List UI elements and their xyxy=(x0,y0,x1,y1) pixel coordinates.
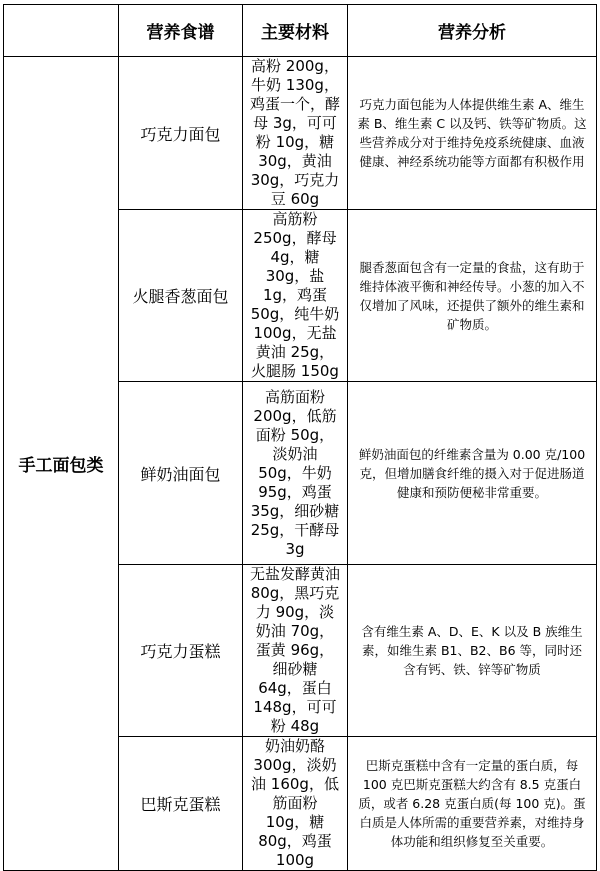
materials-cell: 奶油奶酪 300g，淡奶油 160g，低筋面粉 10g，糖 80g，鸡蛋 100g xyxy=(243,737,348,871)
recipe-name: 火腿香葱面包 xyxy=(119,210,243,382)
analysis-cell: 巧克力面包能为人体提供维生素 A、维生素 B、维生素 C 以及钙、铁等矿物质。这些营养成分对于维持免疫系统健康、血液健康、神经系统功能等方面都有积极作用 xyxy=(348,57,597,210)
header-analysis: 营养分析 xyxy=(348,5,597,57)
recipe-name: 巧克力蛋糕 xyxy=(119,565,243,737)
header-recipe: 营养食谱 xyxy=(119,5,243,57)
header-materials: 主要材料 xyxy=(243,5,348,57)
materials-cell: 高筋粉 250g，酵母 4g，糖 30g，盐 1g，鸡蛋 50g，纯牛奶 100g，无盐黄油 25g，火腿肠 150g xyxy=(243,210,348,382)
analysis-cell: 含有维生素 A、D、E、K 以及 B 族维生素，如维生素 B1、B2、B6 等，同时还含有钙、铁、锌等矿物质 xyxy=(348,565,597,737)
recipe-table xyxy=(3,4,597,871)
recipe-name: 巴斯克蛋糕 xyxy=(119,737,243,871)
materials-cell: 无盐发酵黄油 80g，黑巧克力 90g，淡奶油 70g，蛋黄 96g，细砂糖 64g，蛋白 148g，可可粉 48g xyxy=(243,565,348,737)
table-row xyxy=(4,57,597,210)
materials-cell: 高粉 200g，牛奶 130g，鸡蛋一个，酵母 3g，可可粉 10g，糖 30g，黄油 30g，巧克力豆 60g xyxy=(243,57,348,210)
analysis-cell: 鲜奶油面包的纤维素含量为 0.00 克/100 克，但增加膳食纤维的摄入对于促进肠道健康和预防便秘非常重要。 xyxy=(348,382,597,565)
recipe-name: 巧克力面包 xyxy=(119,57,243,210)
materials-cell: 高筋面粉 200g，低筋面粉 50g，淡奶油 50g，牛奶 95g，鸡蛋 35g，细砂糖 25g，干酵母 3g xyxy=(243,382,348,565)
header-category xyxy=(4,5,119,57)
category-cell: 手工面包类 xyxy=(4,57,119,871)
table-header-row xyxy=(4,5,597,57)
recipe-name: 鲜奶油面包 xyxy=(119,382,243,565)
analysis-cell: 巴斯克蛋糕中含有一定量的蛋白质，每 100 克巴斯克蛋糕大约含有 8.5 克蛋白质，或者 6.28 克蛋白质(每 100 克)。蛋白质是人体所需的重要营养素，对维持身体功能和组织修复至关重要。 xyxy=(348,737,597,871)
analysis-cell: 腿香葱面包含有一定量的食盐，这有助于维持体液平衡和神经传导。小葱的加入不仅增加了风味，还提供了额外的维生素和矿物质。 xyxy=(348,210,597,382)
